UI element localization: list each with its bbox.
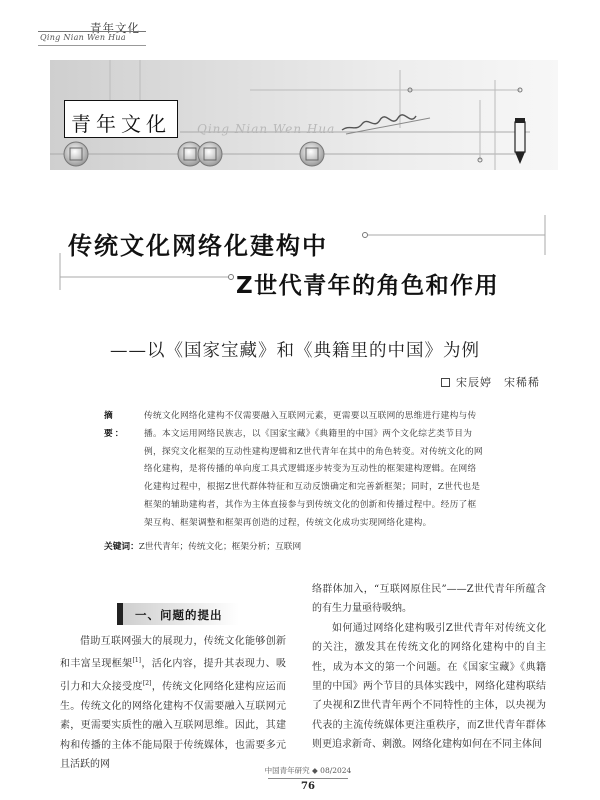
keywords bbox=[104, 540, 484, 552]
author-square-icon bbox=[441, 378, 450, 387]
article-title-line2: Z世代青年的角色和作用 bbox=[236, 273, 500, 299]
abstract-label: 摘 要： bbox=[104, 411, 126, 439]
footer-rule bbox=[268, 778, 348, 779]
banner-pinyin: Qing Nian Wen Hua bbox=[197, 122, 336, 136]
author-names: 宋辰婷 宋稀稀 bbox=[456, 376, 540, 389]
reference-mark: [2] bbox=[142, 680, 152, 688]
body-column-left bbox=[60, 632, 286, 775]
running-header-pinyin: Qing Nian Wen Hua bbox=[40, 33, 126, 42]
section-heading-text: 一、问题的提出 bbox=[135, 608, 223, 622]
column-title-box bbox=[64, 100, 178, 138]
body-text: ，活化内容，提升其表现力、吸引力和大众接受度 bbox=[60, 658, 286, 693]
keywords-text: Z世代青年；传统文化；框架分析；互联网 bbox=[138, 542, 302, 552]
column-title: 青年文化 bbox=[71, 112, 171, 136]
footer-journal: 中国青年研究 ◆ 08/2024 bbox=[264, 766, 352, 775]
body-paragraph-continued: 络群体加入，“互联网原住民”——Z世代青年所蕴含的有生力量亟待吸纳。 bbox=[312, 584, 546, 615]
abstract-text: 传统文化网络化建构不仅需要融入互联网元素，更需要以互联网的思维进行建构与传播。本文运用网络民族志，以《国家宝藏》《典籍里的中国》两个文化综艺类节目为例，探究文化框架的互动性建构逻辑和Z世代青年在其中的角色转变。对传统文化的网络化建构，是将传播的单向度工具式逻辑逐步转变为互动性的框架建构逻辑。在网络化建构过程中，根据Z世代群体特征和互动反馈确定和完善新框架；同时，Z世代也是框架的辅助建构者，其作为主体直接参与到传统文化的创新和传播过程中。经历了框架互构、框架调整和框架再创造的过程，传统文化成功实现网络化建构。 bbox=[144, 411, 483, 528]
reference-mark: [1] bbox=[132, 657, 141, 665]
page-footer bbox=[258, 765, 358, 792]
column-banner bbox=[50, 60, 558, 170]
article-subtitle: ——以《国家宝藏》和《典籍里的中国》为例 bbox=[110, 341, 480, 361]
body-text: 借助互联网强大的展现力，传统文化能够创新和丰富呈现框架 bbox=[60, 636, 286, 670]
abstract bbox=[104, 408, 484, 533]
page-number: 76 bbox=[301, 781, 315, 792]
authors bbox=[441, 374, 540, 390]
body-paragraph: 如何通过网络化建构吸引Z世代青年对传统文化的关注，激发其在传统文化的网络化建构中的自主性，成为本文的第一个问题。在《国家宝藏》《典籍里的中国》两个节目的具体实践中，网络化建构联结了央视和Z世代青年两个不同特性的主体，以央视为代表的主流传统媒体更注重秩序，而Z世代青年群体则更追求新奇、刺激。网络化建构如何在不同主体间 bbox=[312, 622, 546, 751]
keywords-label: 关键词： bbox=[104, 542, 139, 552]
running-header-title: 青年文化 bbox=[90, 21, 140, 35]
running-header bbox=[38, 20, 146, 46]
running-header-rule bbox=[38, 31, 146, 32]
body-column-right bbox=[312, 580, 546, 755]
article-title-line1: 传统文化网络化建构中 bbox=[68, 232, 328, 260]
body-text: ，传统文化网络化建构应运而生。传统文化的网络化建构不仅需要融入互联网元素，更需要实质性的融入互联网思维。因此，其建构和传播的主体不能局限于传统媒体，也需要多元且活跃的网 bbox=[60, 681, 287, 771]
section-heading bbox=[117, 603, 239, 625]
running-header-rule-bottom bbox=[38, 45, 146, 46]
body-paragraph bbox=[60, 632, 286, 775]
